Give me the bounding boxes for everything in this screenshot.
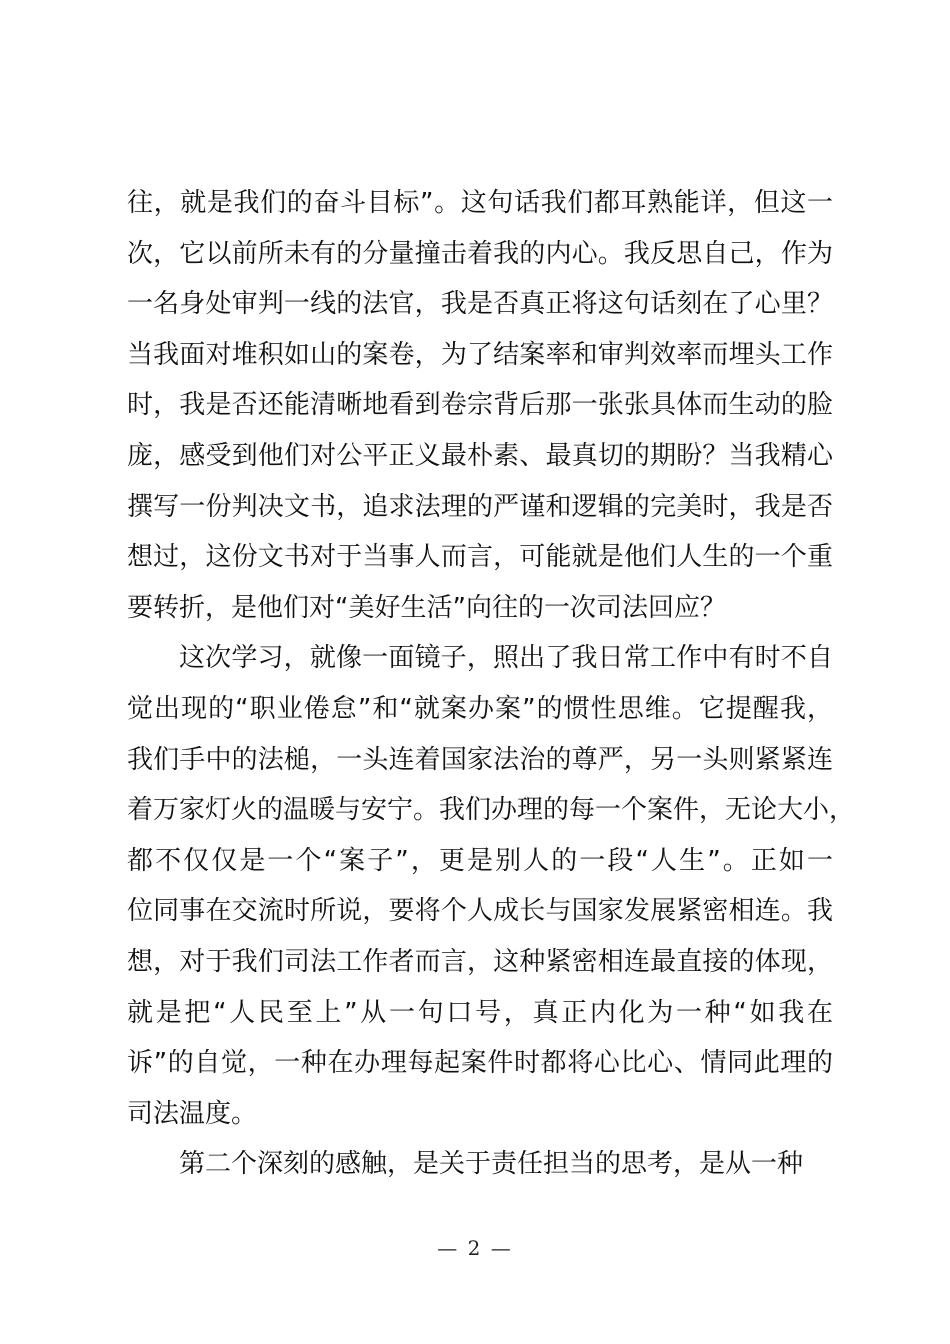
paragraph-end-line: 要转折，是他们对“美好生活”向往的一次司法回应？: [127, 592, 726, 623]
text-line: 庞，感受到他们对公平正义最朴素、最真切的期盼？当我精心: [127, 440, 833, 471]
page-number: — 2 —: [437, 1236, 513, 1260]
text-line: 撰写一份判决文书，追求法理的严谨和逻辑的完美时，我是否: [127, 491, 833, 522]
text-line: 位同事在交流时所说，要将个人成长与国家发展紧密相连。我: [127, 896, 833, 927]
paragraph-start-line: 这次学习，就像一面镜子，照出了我日常工作中有时不自: [179, 643, 833, 674]
text-line: 往，就是我们的奋斗目标”。这句话我们都耳熟能详，但这一: [127, 188, 833, 218]
text-line: 当我面对堆积如山的案卷，为了结案率和审判效率而埋头工作: [127, 339, 833, 370]
text-line: 觉出现的“职业倦怠”和“就案办案”的惯性思维。它提醒我，: [127, 693, 833, 724]
text-line: 时，我是否还能清晰地看到卷宗背后那一张张具体而生动的脸: [127, 390, 833, 421]
text-line: 都不仅仅是一个“案子”，更是别人的一段“人生”。正如一: [127, 845, 833, 876]
text-line: 想过，这份文书对于当事人而言，可能就是他们人生的一个重: [127, 542, 833, 573]
text-line: 着万家灯火的温暖与安宁。我们办理的每一个案件，无论大小，: [127, 795, 856, 826]
paragraph-start-line: 第二个深刻的感触，是关于责任担当的思考，是从一种: [179, 1149, 804, 1180]
body-text: [127, 178, 856, 1190]
text-line: 想，对于我们司法工作者而言，这种紧密相连最直接的体现，: [127, 946, 833, 977]
text-line: 诉”的自觉，一种在办理每起案件时都将心比心、情同此理的: [127, 1048, 833, 1079]
text-line: 我们手中的法槌，一头连着国家法治的尊严，另一头则紧紧连: [127, 744, 833, 775]
paragraph-end-line: 司法温度。: [127, 1098, 258, 1129]
text-line: 次，它以前所未有的分量撞击着我的内心。我反思自己，作为: [127, 238, 833, 269]
text-line: 一名身处审判一线的法官，我是否真正将这句话刻在了心里？: [127, 289, 833, 320]
text-line: 就是把“人民至上”从一句口号，真正内化为一种“如我在: [127, 997, 833, 1028]
